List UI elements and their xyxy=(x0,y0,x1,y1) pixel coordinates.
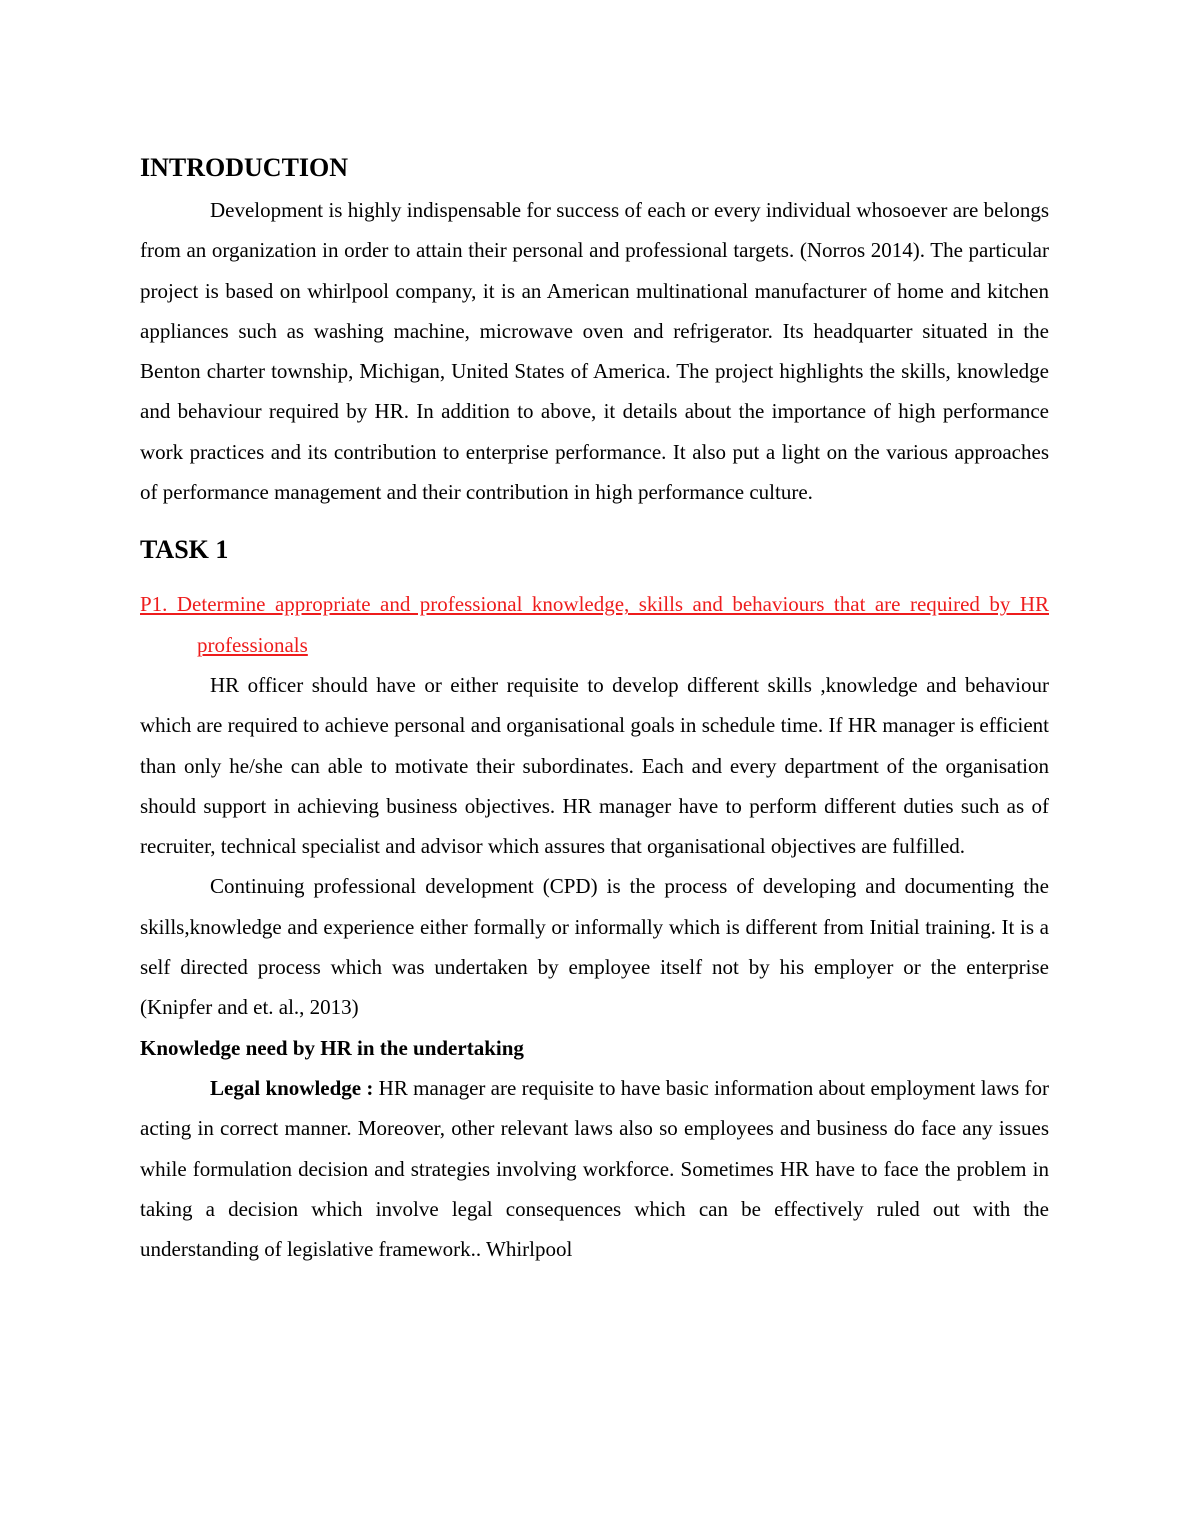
p1-heading-text: P1. Determine appropriate and professional knowledge, skills and behaviours that are required by HR professionals xyxy=(140,592,1049,657)
knowledge-heading: Knowledge need by HR in the undertaking xyxy=(140,1035,524,1060)
task1-paragraph-1: HR officer should have or either requisite to develop different skills ,knowledge and behaviour which are required to achieve personal and organisational goals in schedule time. If HR manager is efficient than only he/she can able to motivate their subordinates. Each and every department of the organisation should support in achieving business objectives. HR manager have to perform different duties such as of recruiter, technical specialist and advisor which assures that organisational objectives are fulfilled. xyxy=(140,672,1049,859)
task1-heading: TASK 1 xyxy=(140,535,229,565)
task1-paragraph-2: Continuing professional development (CPD) is the process of developing and documenting the skills,knowledge and experience either formally or informally which is different from Initial training. It is a self directed process which was undertaken by employee itself not by his employer or the enterprise (Knipfer and et. al., 2013) xyxy=(140,874,1049,1020)
p1-heading xyxy=(140,584,1049,665)
legal-knowledge-paragraph xyxy=(140,1068,1049,1269)
legal-knowledge-text: HR manager are requisite to have basic information about employment laws for acting in correct manner. Moreover, other relevant laws also so employees and business do face any issues while formulation decision and strategies involving workforce. Sometimes HR have to face the problem in taking a decision which involve legal consequences which can be effectively ruled out with the understanding of legislative framework.. Whirlpool xyxy=(140,1075,1049,1262)
document-page xyxy=(140,148,1049,1269)
legal-knowledge-label: Legal knowledge : xyxy=(210,1075,374,1100)
introduction-paragraph: Development is highly indispensable for success of each or every individual whosoever are belongs from an organization in order to attain their personal and professional targets. (Norros 2014). The particular project is based on whirlpool company, it is an American multinational manufacturer of home and kitchen appliances such as washing machine, microwave oven and refrigerator. Its headquarter situated in the Benton charter township, Michigan, United States of America. The project highlights the skills, knowledge and behaviour required by HR. In addition to above, it details about the importance of high performance work practices and its contribution to enterprise performance. It also put a light on the various approaches of performance management and their contribution in high performance culture. xyxy=(140,198,1049,505)
introduction-heading: INTRODUCTION xyxy=(140,153,349,182)
